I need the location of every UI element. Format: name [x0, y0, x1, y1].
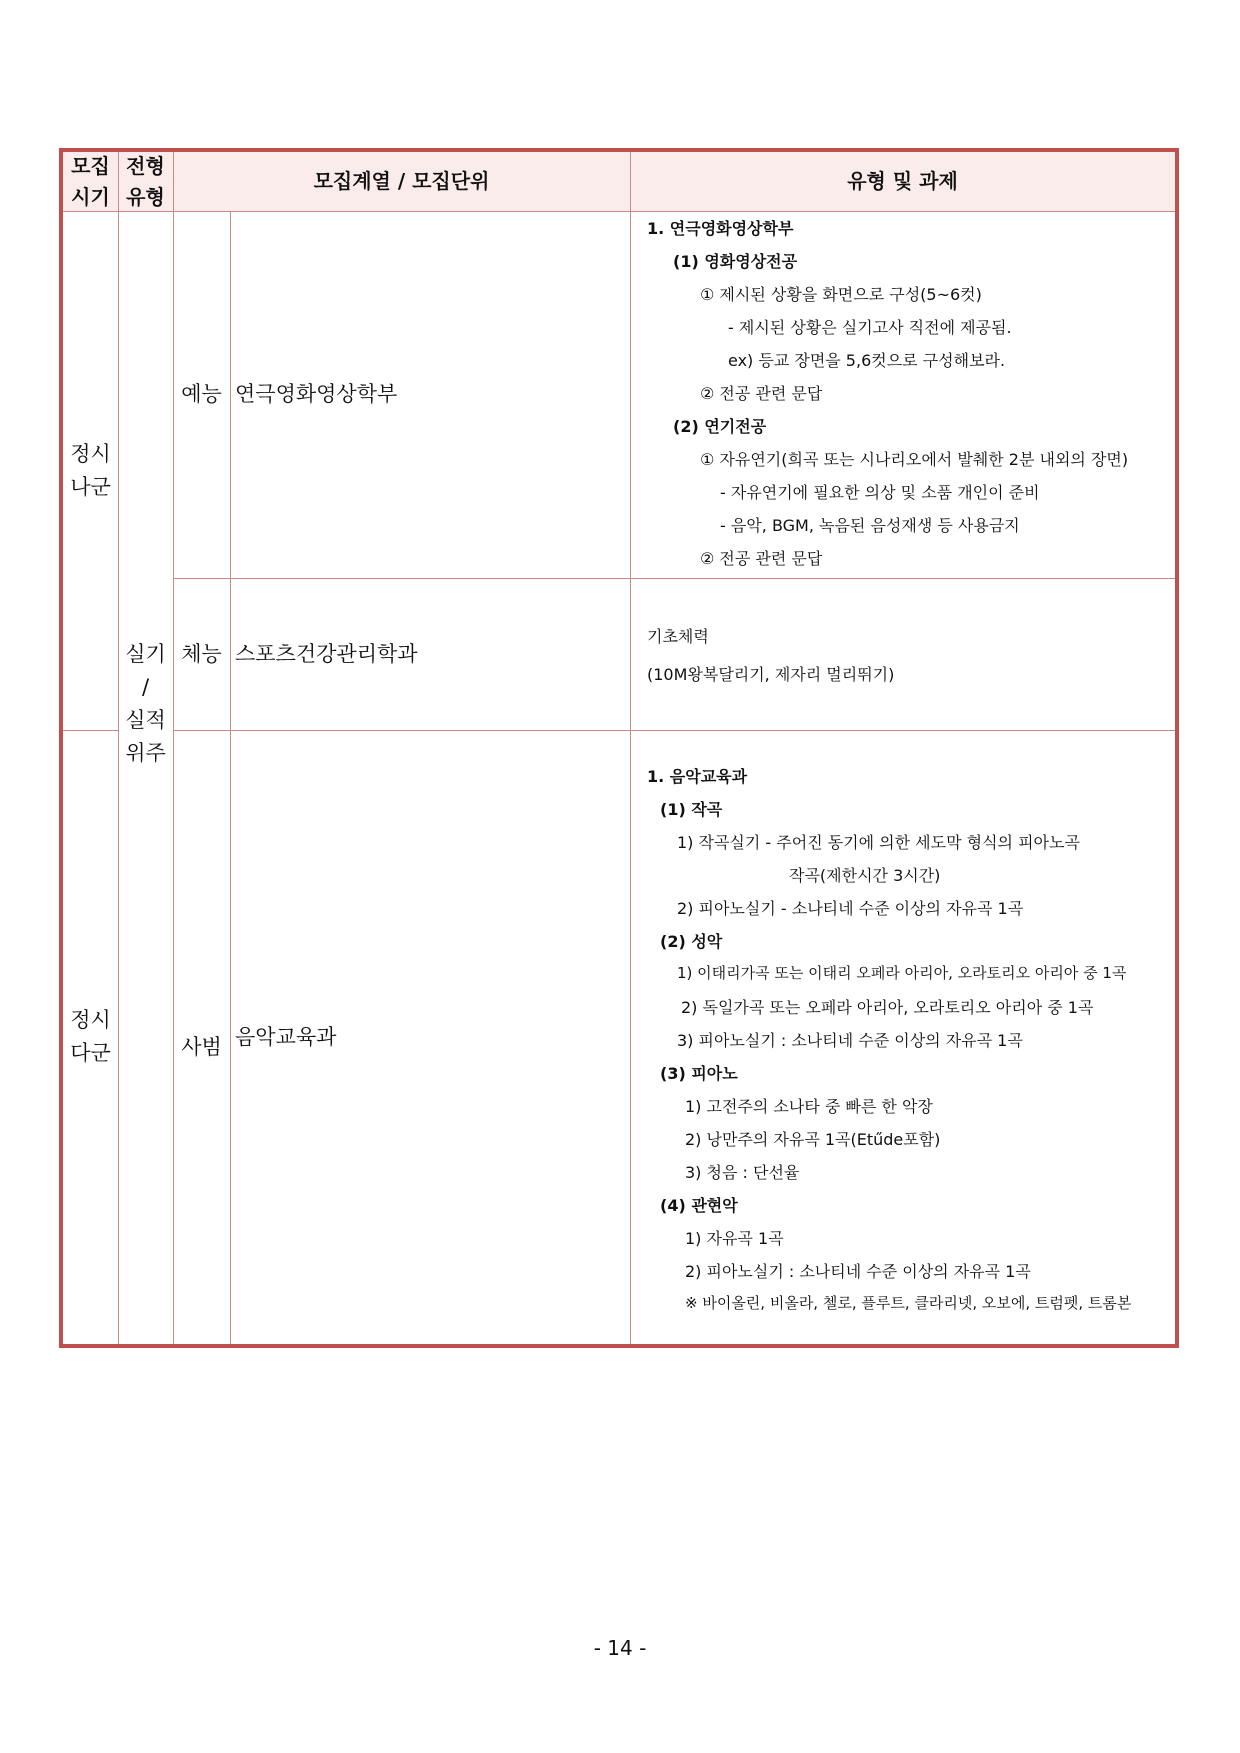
task-line: (1) 작곡 [660, 800, 723, 819]
category-education: 사범 [181, 1034, 222, 1059]
unit-sports-health: 스포츠건강관리학과 [235, 641, 418, 666]
task-line: 2) 피아노실기 : 소나티네 수준 이상의 자유곡 1곡 [685, 1262, 1031, 1281]
task-line: ② 전공 관련 문답 [700, 384, 823, 403]
task-line: 1) 고전주의 소나타 중 빠른 한 악장 [685, 1097, 933, 1116]
header-unit: 모집계열 / 모집단위 [313, 169, 490, 193]
header-task: 유형 및 과제 [847, 169, 958, 193]
task-line: (4) 관현악 [660, 1196, 738, 1215]
category-arts: 예능 [181, 382, 222, 406]
task-line: 1) 자유곡 1곡 [685, 1229, 784, 1248]
task-line: - 제시된 상황은 실기고사 직전에 제공됨. [728, 318, 1012, 337]
task-line: 2) 독일가곡 또는 오페라 아리아, 오라토리오 아리아 중 1곡 [681, 998, 1094, 1017]
task-line: (1) 영화영상전공 [673, 252, 798, 271]
period-na: 정시 나군 [70, 441, 111, 499]
task-line: (2) 성악 [660, 932, 723, 951]
period-da: 정시 다군 [70, 1008, 111, 1065]
category-sports: 체능 [181, 641, 222, 666]
task-line: - 음악, BGM, 녹음된 음성재생 등 사용금지 [720, 516, 1020, 535]
page-number: - 14 - [593, 1636, 647, 1660]
col-divider [630, 152, 631, 1344]
screening-type: 실기 / 실적 위주 [125, 642, 166, 765]
task-line: 2) 낭만주의 자유곡 1곡(Etűde포함) [685, 1130, 941, 1149]
unit-music-education: 음악교육과 [235, 1024, 337, 1049]
task-line: 기초체력 [647, 627, 709, 646]
task-line: ① 제시된 상황을 화면으로 구성(5~6컷) [700, 285, 982, 304]
task-line: 2) 피아노실기 - 소나티네 수준 이상의 자유곡 1곡 [677, 899, 1024, 918]
col-divider [230, 211, 231, 1344]
admissions-table [59, 148, 1179, 1348]
task-line: ex) 등교 장면을 5,6컷으로 구성해보라. [728, 351, 1006, 370]
task-line: ① 자유연기(희곡 또는 시나리오에서 발췌한 2분 내외의 장면) [700, 450, 1129, 469]
task-line: 1. 음악교육과 [647, 767, 748, 786]
header-screening-type: 전형 유형 [126, 153, 165, 209]
task-line: 1) 작곡실기 - 주어진 동기에 의한 세도막 형식의 피아노곡 [677, 833, 1080, 852]
task-line: ② 전공 관련 문답 [700, 549, 823, 568]
task-line: (3) 피아노 [660, 1064, 738, 1083]
task-line: (10M왕복달리기, 제자리 멀리뛰기) [647, 665, 895, 684]
task-line: ※ 바이올린, 비올라, 첼로, 플루트, 클라리넷, 오보에, 트럼펫, 트롬본 [685, 1294, 1132, 1312]
task-line: (2) 연기전공 [673, 417, 767, 436]
task-line: 1) 이태리가곡 또는 이태리 오페라 아리아, 오라토리오 아리아 중 1곡 [677, 964, 1127, 982]
task-line: 작곡(제한시간 3시간) [789, 866, 941, 885]
task-line: - 자유연기에 필요한 의상 및 소품 개인이 준비 [720, 483, 1040, 502]
task-line: 1. 연극영화영상학부 [647, 219, 794, 238]
header-period: 모집 시기 [71, 153, 110, 209]
unit-theater-film: 연극영화영상학부 [235, 382, 398, 406]
task-line: 3) 청음 : 단선율 [685, 1163, 800, 1182]
task-line: 3) 피아노실기 : 소나티네 수준 이상의 자유곡 1곡 [677, 1031, 1023, 1050]
